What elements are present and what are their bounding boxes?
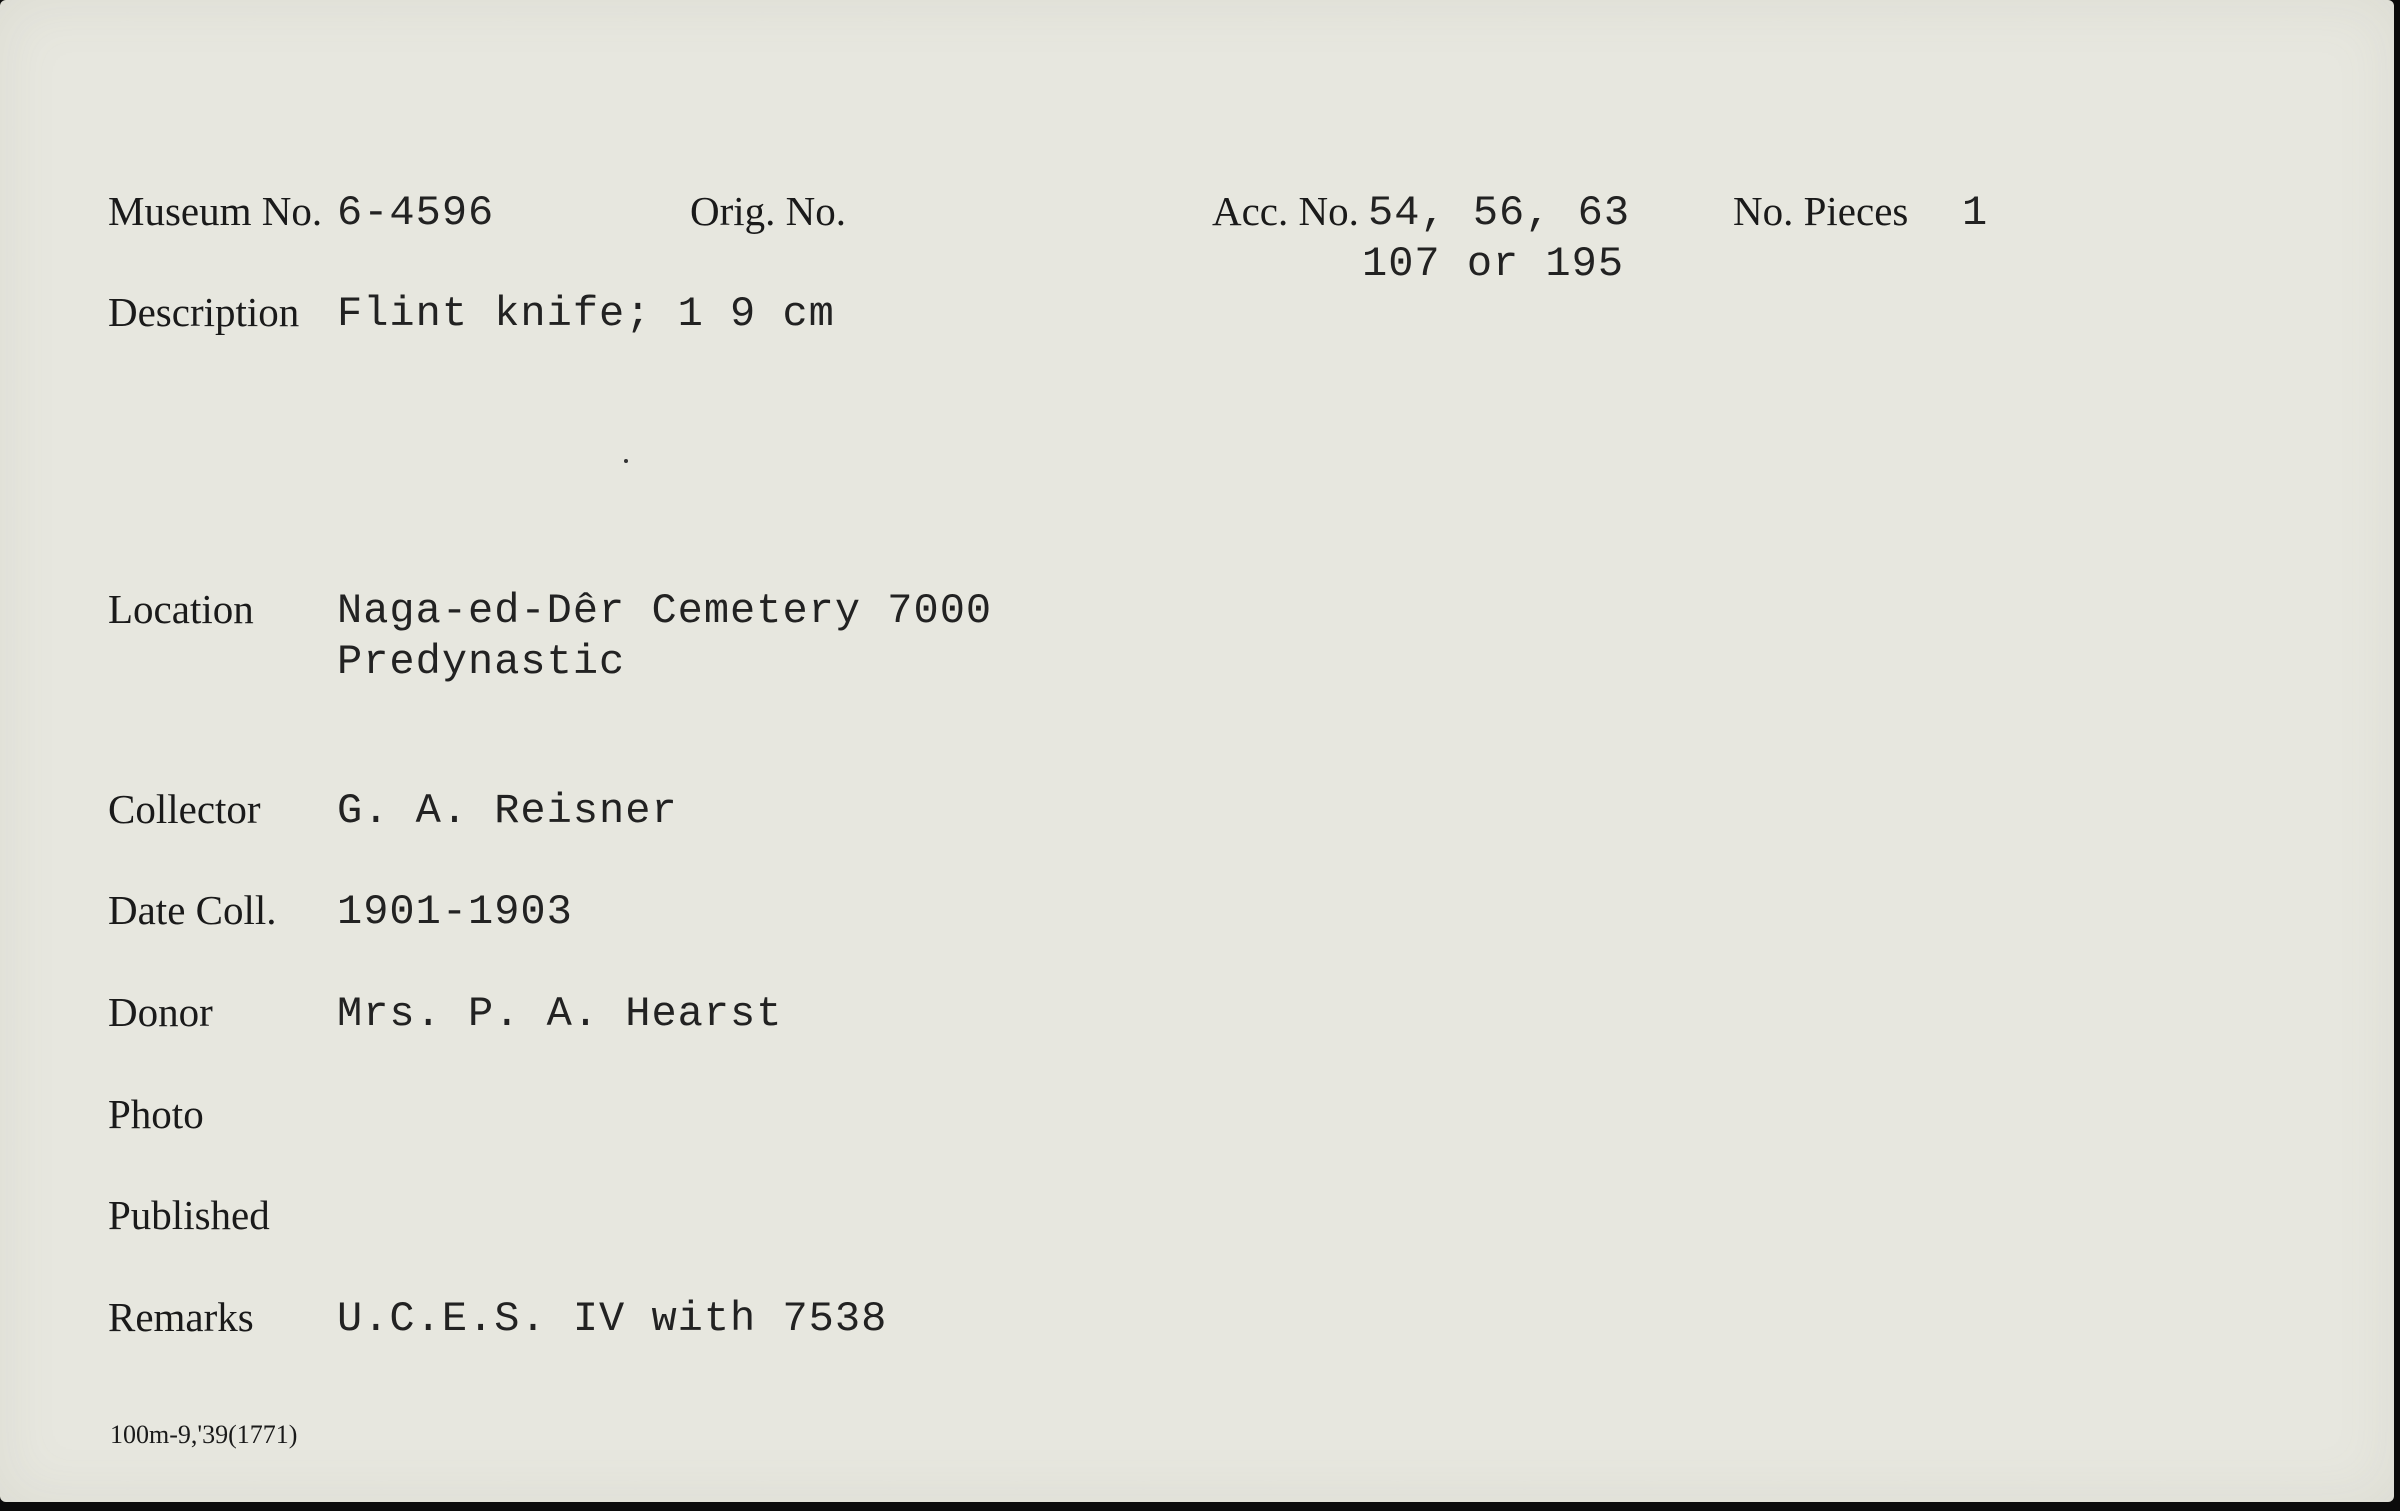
remarks-label: Remarks	[108, 1294, 254, 1340]
donor-value: Mrs. P. A. Hearst	[337, 990, 783, 1038]
location-value-line1: Naga-ed-Dêr Cemetery 7000	[337, 587, 993, 635]
collector-label: Collector	[108, 786, 261, 832]
published-label: Published	[108, 1192, 270, 1238]
donor-label: Donor	[108, 989, 213, 1035]
no-pieces-label: No. Pieces	[1733, 188, 1909, 234]
card-edge-shadow	[2394, 0, 2400, 1511]
acc-no-value-line1: 54, 56, 63	[1368, 189, 1631, 237]
museum-no-label: Museum No.	[108, 188, 323, 234]
location-value-line2: Predynastic	[337, 638, 626, 686]
no-pieces-value: 1	[1962, 189, 1989, 237]
acc-no-value-line2: 107 or 195	[1362, 240, 1625, 288]
acc-no-label: Acc. No.	[1212, 188, 1359, 234]
location-label: Location	[108, 586, 254, 632]
museum-no-value: 6-4596	[337, 189, 495, 237]
print-code: 100m-9,'39(1771)	[110, 1420, 298, 1449]
orig-no-label: Orig. No.	[690, 188, 847, 234]
speck-mark	[624, 459, 628, 463]
photo-label: Photo	[108, 1091, 204, 1137]
date-coll-value: 1901-1903	[337, 888, 573, 936]
description-value: Flint knife; 1 9 cm	[337, 290, 835, 338]
description-label: Description	[108, 289, 300, 335]
date-coll-label: Date Coll.	[108, 887, 277, 933]
remarks-value: U.C.E.S. IV with 7538	[337, 1295, 888, 1343]
collector-value: G. A. Reisner	[337, 787, 678, 835]
